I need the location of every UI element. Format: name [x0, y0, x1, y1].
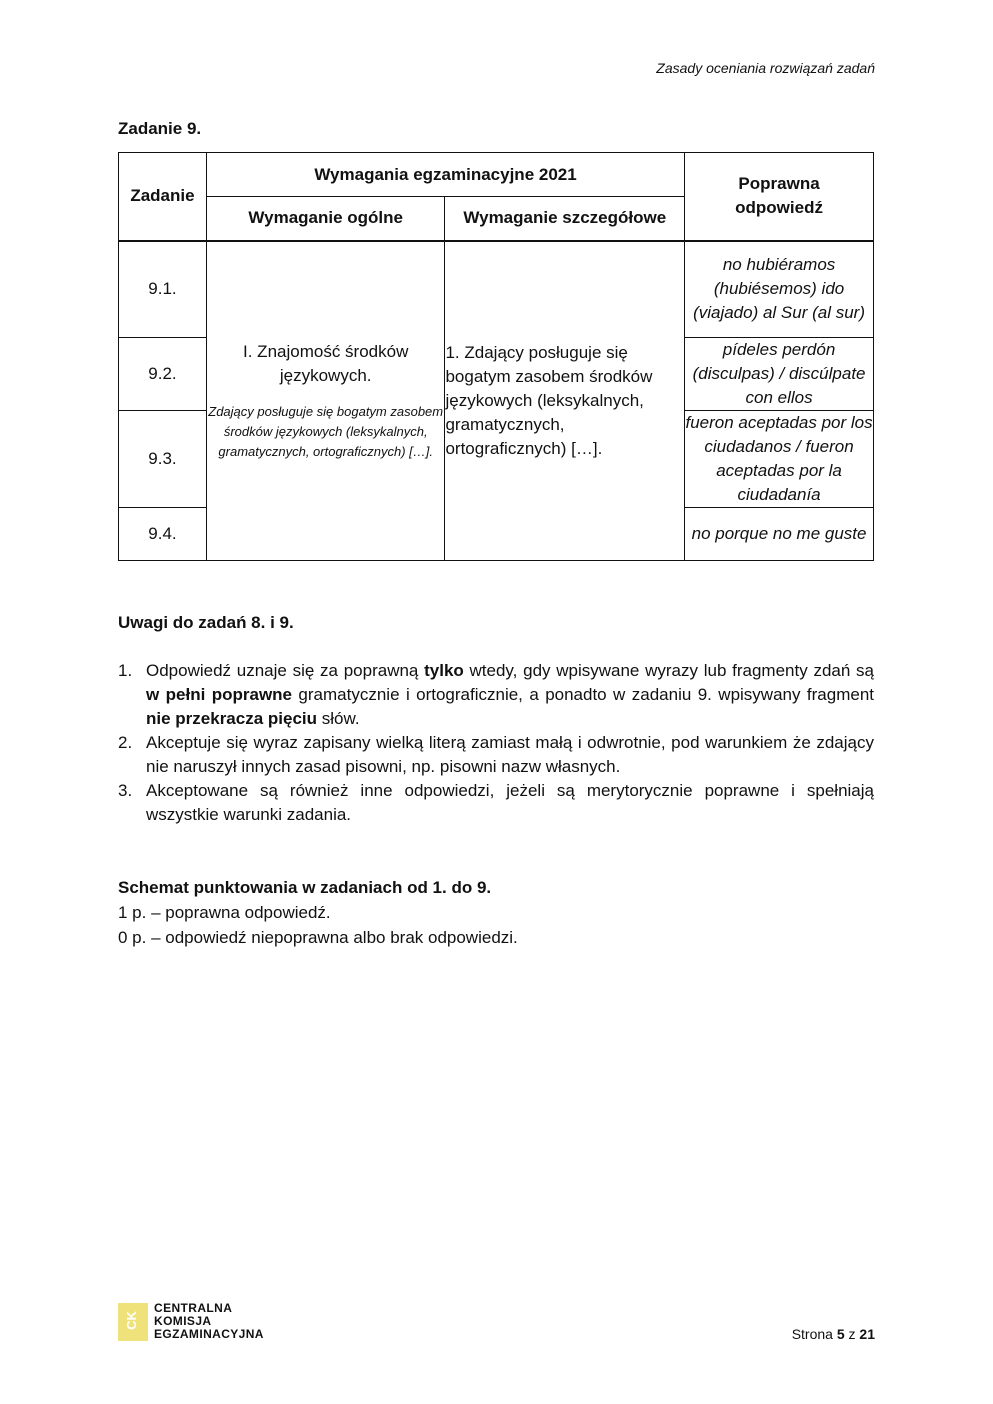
- scoring-title: Schemat punktowania w zadaniach od 1. do 9.: [118, 878, 492, 897]
- page-separator: z: [844, 1326, 860, 1342]
- row-id: 9.1.: [119, 241, 207, 338]
- remark-number: 2.: [118, 733, 133, 752]
- remark-emphasis: tylko: [424, 661, 464, 680]
- correct-answer: fueron aceptadas por los ciudadanos / fueron aceptadas por la ciudadanía: [685, 411, 874, 508]
- logo-mark-text: CK: [123, 1310, 139, 1330]
- scoring-line-2: 0 p. – odpowiedź niepoprawna albo brak odpowiedzi.: [118, 928, 518, 947]
- row-id: 9.2.: [119, 338, 207, 411]
- page-number: [792, 1326, 875, 1342]
- scoring-line-1: 1 p. – poprawna odpowiedź.: [118, 903, 331, 922]
- remark-text: wtedy, gdy wpisywane wyrazy lub fragmenty zdań są: [463, 661, 874, 680]
- remarks-list: [118, 659, 874, 827]
- logo-line: KOMISJA: [154, 1314, 212, 1328]
- remark-item: [118, 779, 874, 827]
- header-task: Zadanie: [119, 153, 207, 241]
- remark-number: 3.: [118, 781, 133, 800]
- remark-item: [118, 659, 874, 731]
- row-id: 9.3.: [119, 411, 207, 508]
- row-id: 9.4.: [119, 508, 207, 561]
- page-current: 5: [836, 1326, 845, 1342]
- remark-emphasis: w pełni poprawne: [146, 685, 293, 704]
- logo-text: [154, 1302, 264, 1341]
- remark-number: 1.: [118, 661, 133, 680]
- header-general: Wymaganie ogólne: [206, 197, 445, 241]
- task-title: Zadanie 9.: [118, 119, 202, 138]
- logo-line: EGZAMINACYJNA: [154, 1327, 264, 1341]
- header-requirements: Wymagania egzaminacyjne 2021: [206, 153, 684, 197]
- correct-answer: no hubiéramos (hubiésemos) ido (viajado) al Sur (al sur): [685, 241, 874, 338]
- page-total: 21: [859, 1326, 875, 1342]
- remark-emphasis: nie przekracza pięciu: [146, 709, 318, 728]
- detailed-requirement: 1. Zdający posługuje się bogatym zasobem środków językowych (leksykalnych, gramatycznych, ortograficznych) […].: [445, 241, 685, 561]
- remark-text: Odpowiedź uznaje się za poprawną: [146, 661, 425, 680]
- remarks-title: Uwagi do zadań 8. i 9.: [118, 613, 294, 632]
- remark-text: Akceptowane są również inne odpowiedzi, jeżeli są merytorycznie poprawne i spełniają wszystkie warunki zadania.: [146, 781, 874, 824]
- remark-text: gramatycznie i ortograficznie, a ponadto w zadaniu 9. wpisywany fragment: [292, 685, 874, 704]
- remark-item: [118, 731, 874, 779]
- requirements-table: [118, 152, 874, 561]
- general-requirement-detail: Zdający posługuje się bogatym zasobem środków językowych (leksykalnych, gramatycznych, ortograficznych) […].: [208, 403, 444, 459]
- remark-text: słów.: [317, 709, 360, 728]
- general-requirement: I. Znajomość środków językowych.: [243, 341, 409, 385]
- header-answer: Poprawna odpowiedź: [685, 153, 874, 241]
- remark-text: Akceptuje się wyraz zapisany wielką literą zamiast małą i odwrotnie, pod warunkiem że zdający nie naruszył innych zasad pisowni, np. pisowni nazw własnych.: [146, 733, 874, 776]
- correct-answer: pídeles perdón (disculpas) / discúlpate con ellos: [685, 338, 874, 411]
- running-header: Zasady oceniania rozwiązań zadań: [656, 60, 875, 76]
- logo-line: CENTRALNA: [154, 1301, 233, 1315]
- table-row: [119, 241, 874, 338]
- general-requirement-cell: [206, 241, 445, 561]
- logo-mark-icon: [118, 1303, 148, 1341]
- cke-logo: [118, 1302, 264, 1341]
- page-prefix: Strona: [791, 1326, 837, 1342]
- header-detailed: Wymaganie szczegółowe: [445, 197, 685, 241]
- correct-answer: no porque no me guste: [685, 508, 874, 561]
